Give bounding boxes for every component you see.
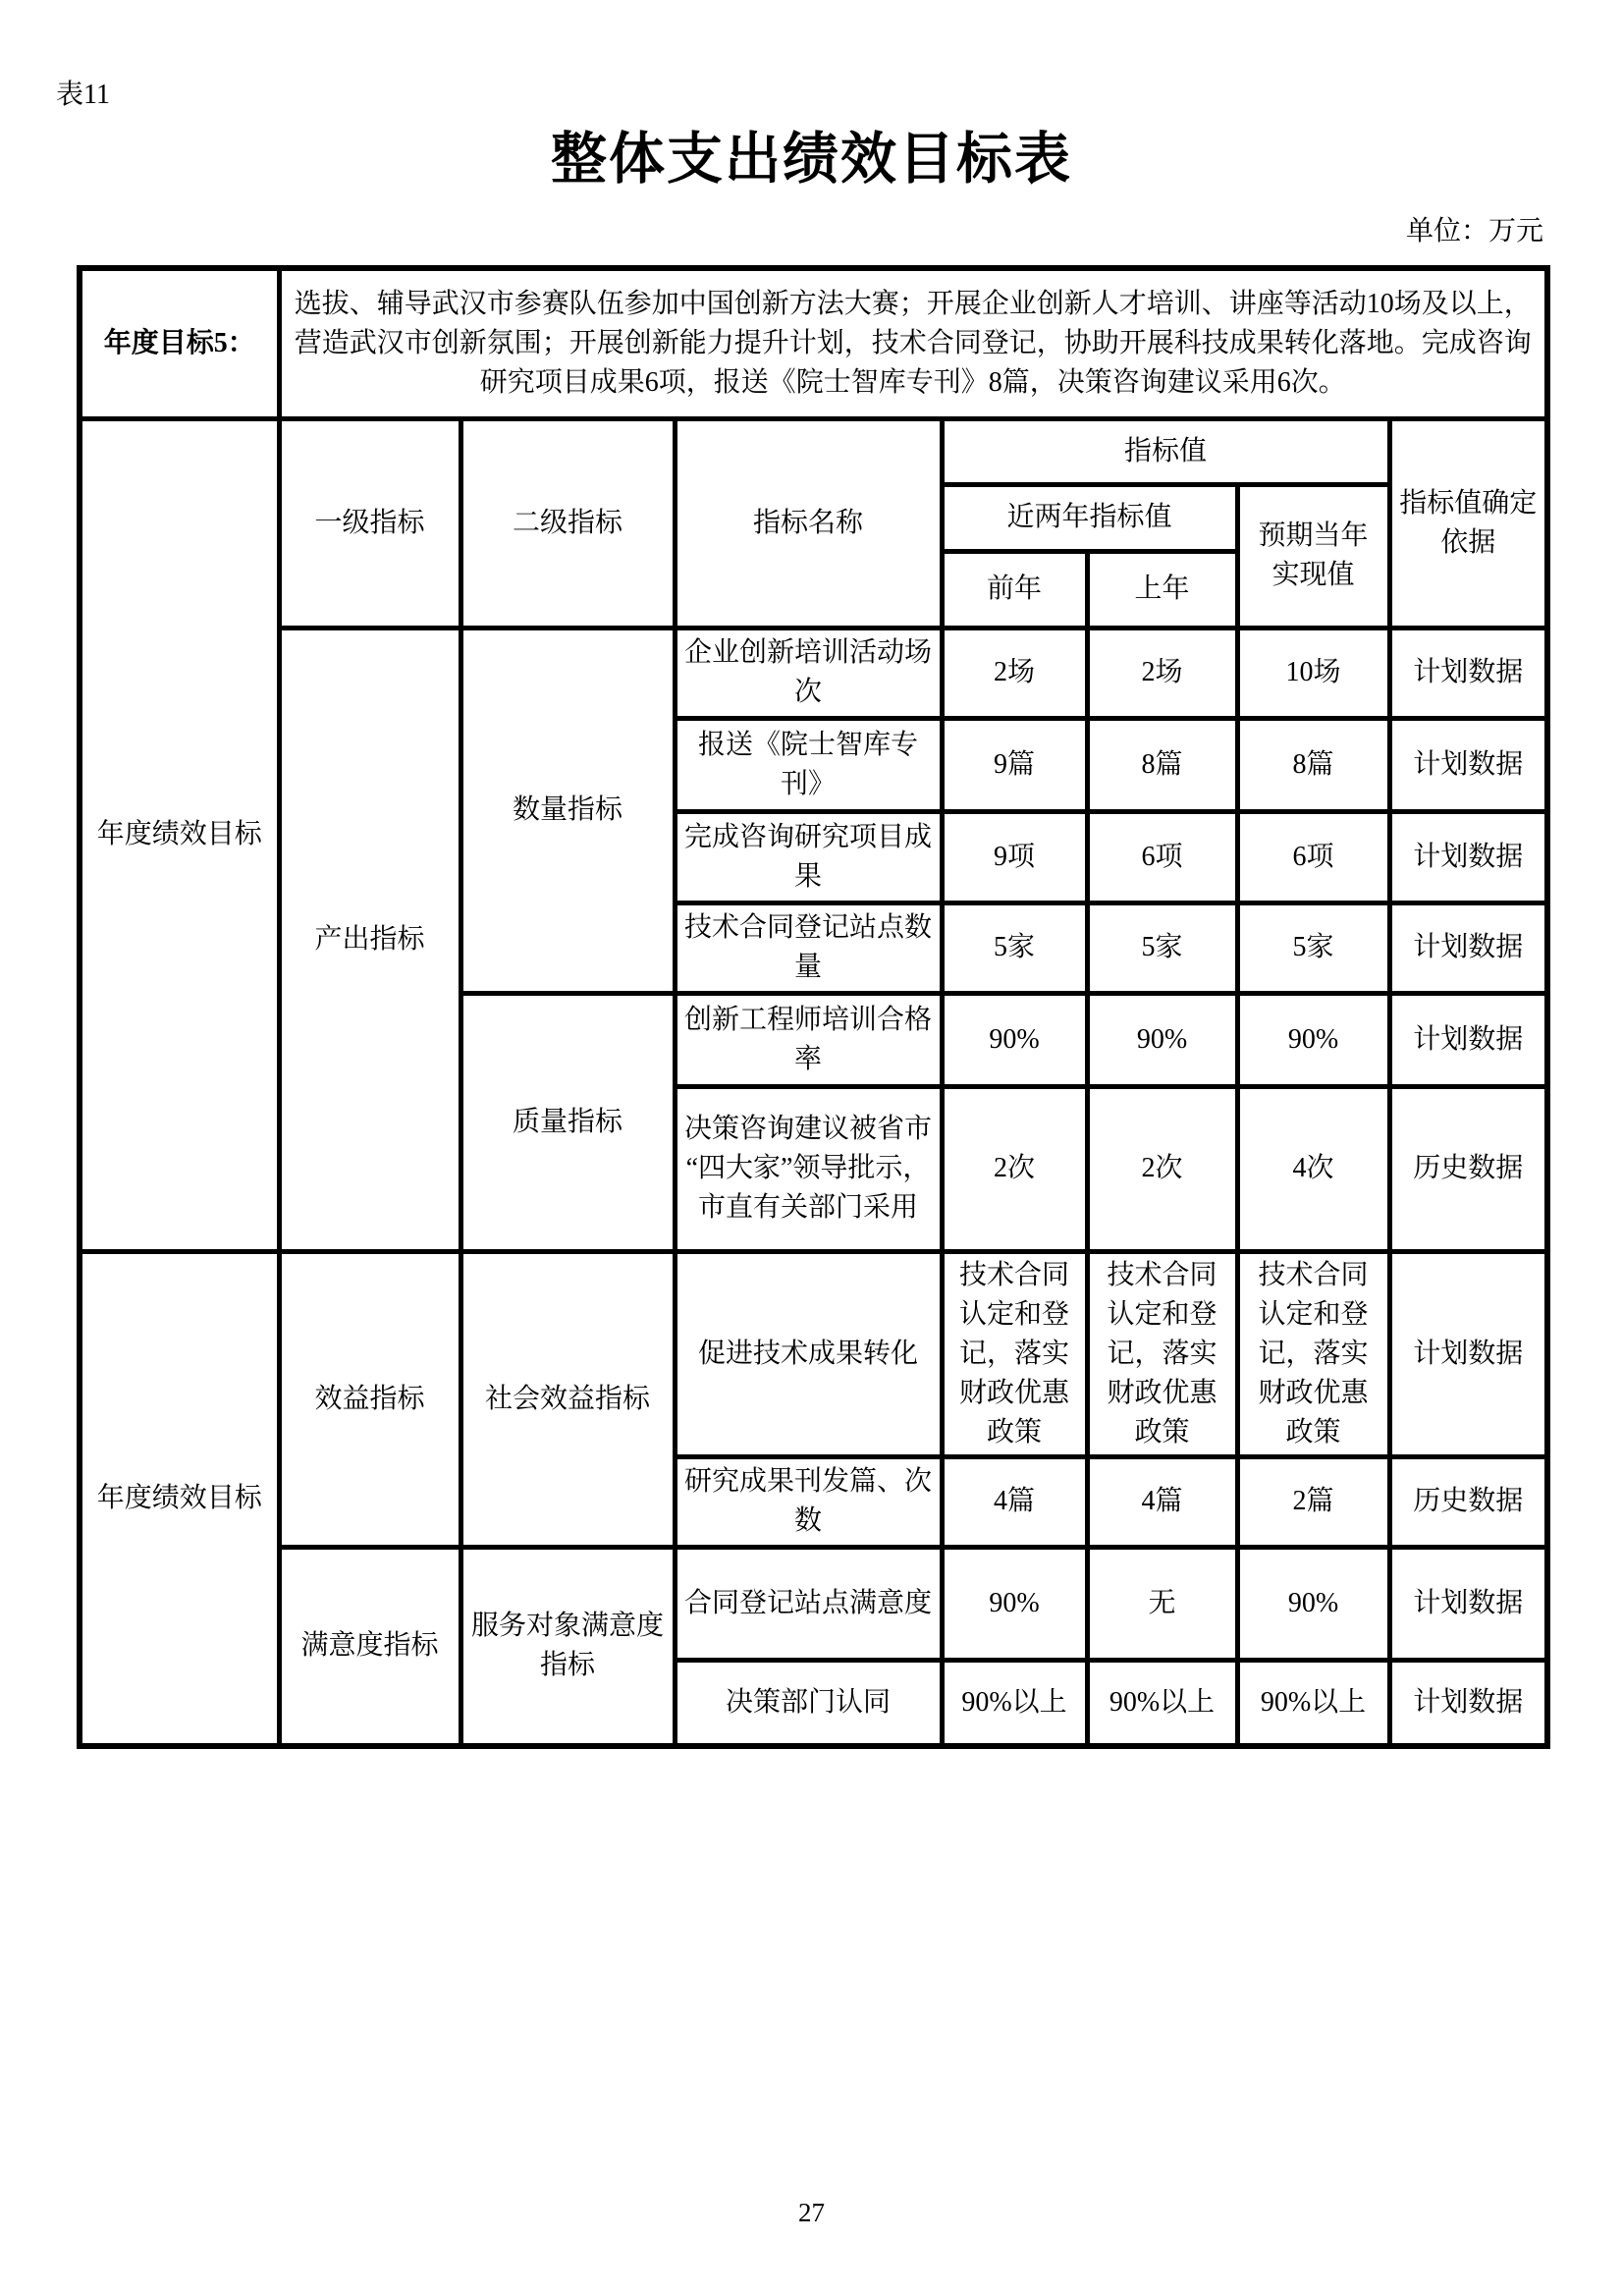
page-number: 27 bbox=[798, 2198, 825, 2227]
table-row bbox=[80, 628, 1547, 718]
value-last-year: 2场 bbox=[1087, 628, 1237, 718]
annual-goal-label: 年度目标5： bbox=[80, 268, 279, 418]
value-basis: 计划数据 bbox=[1389, 1547, 1547, 1660]
indicator-name: 报送《院士智库专刊》 bbox=[675, 718, 942, 811]
value-last-year: 5家 bbox=[1087, 902, 1237, 993]
annual-goal-text: 选拔、辅导武汉市参赛队伍参加中国创新方法大赛；开展企业创新人才培训、讲座等活动10场及以上，营造武汉市创新氛围；开展创新能力提升计划，技术合同登记，协助开展科技成果转化落地。完成咨询研究项目成果6项，报送《院士智库专刊》8篇，决策咨询建议采用6次。 bbox=[279, 268, 1547, 418]
value-basis: 历史数据 bbox=[1389, 1456, 1547, 1547]
header-year-before-last: 前年 bbox=[942, 551, 1087, 628]
value-basis: 计划数据 bbox=[1389, 1251, 1547, 1456]
unit-note: 单位：万元 bbox=[1405, 216, 1543, 246]
value-last-year: 90% bbox=[1087, 993, 1237, 1086]
value-expected: 10场 bbox=[1237, 628, 1389, 718]
value-basis: 计划数据 bbox=[1389, 811, 1547, 902]
value-basis: 计划数据 bbox=[1389, 718, 1547, 811]
value-year-before-last: 90% bbox=[942, 1547, 1087, 1660]
table-row bbox=[80, 1251, 1547, 1456]
value-expected: 90% bbox=[1237, 993, 1389, 1086]
header-recent-two-years: 近两年指标值 bbox=[942, 484, 1237, 551]
level1-cell-satisfaction: 满意度指标 bbox=[279, 1547, 460, 1746]
indicator-name: 促进技术成果转化 bbox=[675, 1251, 942, 1456]
value-expected: 4次 bbox=[1237, 1086, 1389, 1251]
value-year-before-last: 2次 bbox=[942, 1086, 1087, 1251]
value-expected: 5家 bbox=[1237, 902, 1389, 993]
value-expected: 90% bbox=[1237, 1547, 1389, 1660]
value-last-year: 4篇 bbox=[1087, 1456, 1237, 1547]
value-expected: 6项 bbox=[1237, 811, 1389, 902]
level2-cell-service-satisfaction: 服务对象满意度指标 bbox=[460, 1547, 675, 1746]
value-year-before-last: 5家 bbox=[942, 902, 1087, 993]
value-basis: 计划数据 bbox=[1389, 993, 1547, 1086]
level2-cell-social-benefit: 社会效益指标 bbox=[460, 1251, 675, 1547]
group-cell-annual-performance-goal-1: 年度绩效目标 bbox=[80, 418, 279, 1251]
indicator-name: 企业创新培训活动场次 bbox=[675, 628, 942, 718]
header-value-basis: 指标值确定依据 bbox=[1389, 418, 1547, 628]
value-basis: 计划数据 bbox=[1389, 628, 1547, 718]
group-cell-annual-performance-goal-2: 年度绩效目标 bbox=[80, 1251, 279, 1746]
value-last-year: 无 bbox=[1087, 1547, 1237, 1660]
value-last-year: 2次 bbox=[1087, 1086, 1237, 1251]
value-last-year: 90%以上 bbox=[1087, 1660, 1237, 1746]
value-basis: 计划数据 bbox=[1389, 902, 1547, 993]
indicator-name: 完成咨询研究项目成果 bbox=[675, 811, 942, 902]
indicator-name: 合同登记站点满意度 bbox=[675, 1547, 942, 1660]
value-year-before-last: 4篇 bbox=[942, 1456, 1087, 1547]
value-year-before-last: 90%以上 bbox=[942, 1660, 1087, 1746]
value-last-year: 8篇 bbox=[1087, 718, 1237, 811]
value-year-before-last: 2场 bbox=[942, 628, 1087, 718]
value-year-before-last: 90% bbox=[942, 993, 1087, 1086]
value-expected: 技术合同认定和登记，落实财政优惠政策 bbox=[1237, 1251, 1389, 1456]
header-level2: 二级指标 bbox=[460, 418, 675, 628]
level2-cell-quantity: 数量指标 bbox=[460, 628, 675, 993]
table-number-label: 表11 bbox=[56, 80, 110, 110]
value-basis: 历史数据 bbox=[1389, 1086, 1547, 1251]
header-expected-current-year: 预期当年实现值 bbox=[1237, 484, 1389, 628]
value-expected: 2篇 bbox=[1237, 1456, 1389, 1547]
header-level1: 一级指标 bbox=[279, 418, 460, 628]
value-basis: 计划数据 bbox=[1389, 1660, 1547, 1746]
value-year-before-last: 9篇 bbox=[942, 718, 1087, 811]
page-title: 整体支出绩效目标表 bbox=[551, 129, 1072, 191]
table-row bbox=[80, 418, 1547, 484]
header-indicator-value: 指标值 bbox=[942, 418, 1389, 484]
value-year-before-last: 9项 bbox=[942, 811, 1087, 902]
header-last-year: 上年 bbox=[1087, 551, 1237, 628]
indicator-name: 决策咨询建议被省市“四大家”领导批示，市直有关部门采用 bbox=[675, 1086, 942, 1251]
indicator-name: 创新工程师培训合格率 bbox=[675, 993, 942, 1086]
level1-cell-benefit: 效益指标 bbox=[279, 1251, 460, 1547]
value-expected: 8篇 bbox=[1237, 718, 1389, 811]
level2-cell-quality: 质量指标 bbox=[460, 993, 675, 1251]
table-row bbox=[80, 1547, 1547, 1660]
level1-cell-output: 产出指标 bbox=[279, 628, 460, 1251]
value-last-year: 技术合同认定和登记，落实财政优惠政策 bbox=[1087, 1251, 1237, 1456]
header-indicator-name: 指标名称 bbox=[675, 418, 942, 628]
indicator-name: 技术合同登记站点数量 bbox=[675, 902, 942, 993]
value-expected: 90%以上 bbox=[1237, 1660, 1389, 1746]
performance-target-table bbox=[77, 265, 1550, 1749]
value-last-year: 6项 bbox=[1087, 811, 1237, 902]
table-row bbox=[80, 268, 1547, 418]
indicator-name: 决策部门认同 bbox=[675, 1660, 942, 1746]
indicator-name: 研究成果刊发篇、次数 bbox=[675, 1456, 942, 1547]
value-year-before-last: 技术合同认定和登记，落实财政优惠政策 bbox=[942, 1251, 1087, 1456]
